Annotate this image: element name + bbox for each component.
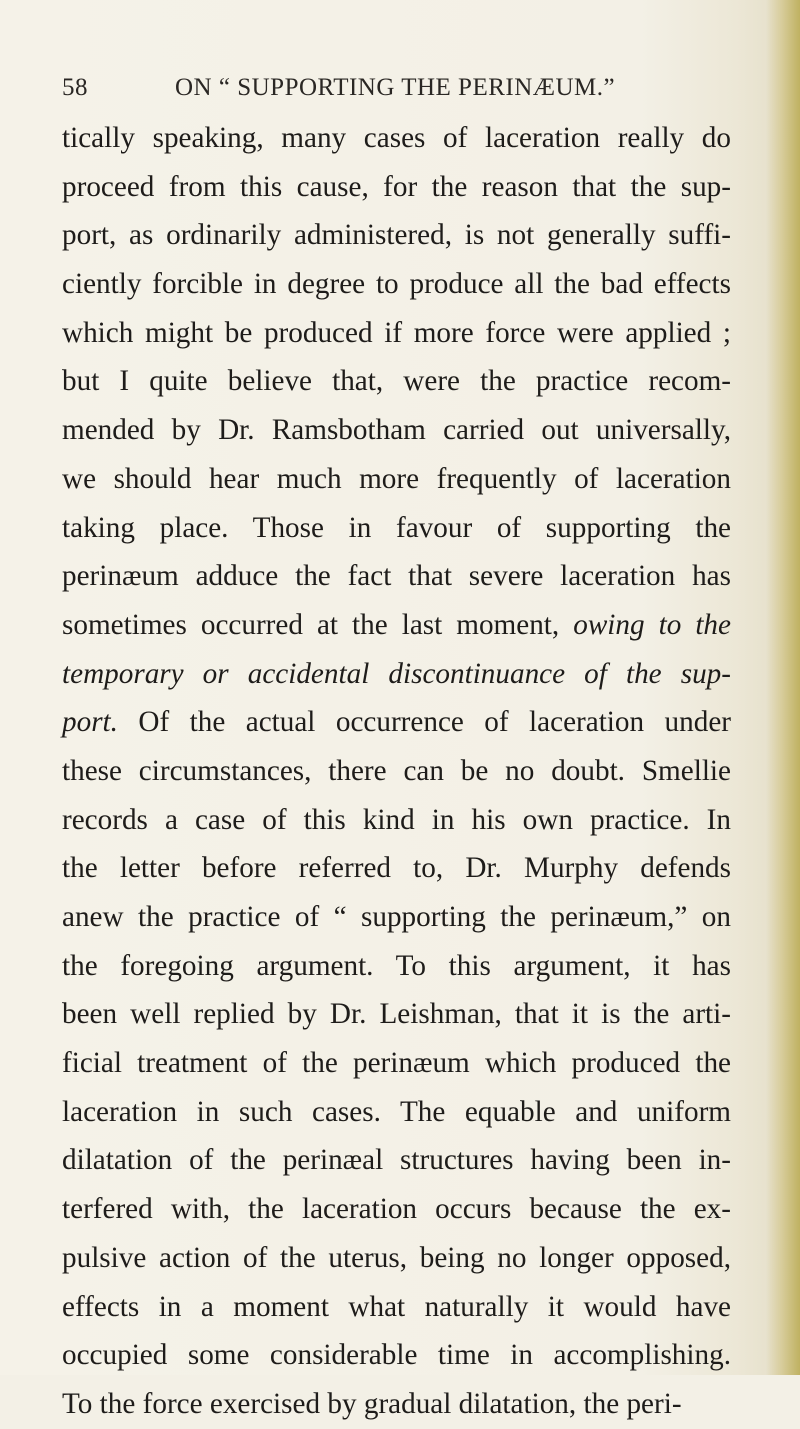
text-segment: laceration in such cases. The equable and uniform [62, 1095, 731, 1128]
text-segment: To the force exercised by gradual dilatation, the peri- [62, 1387, 682, 1420]
text-line [62, 552, 731, 601]
text-segment: which might be produced if more force were applied ; [62, 316, 731, 349]
text-segment: perinæum adduce the fact that severe laceration has [62, 560, 731, 593]
text-line [62, 1039, 731, 1088]
text-segment: these circumstances, there can be no doubt. Smellie [62, 754, 731, 787]
text-line [62, 796, 731, 845]
text-line [62, 357, 731, 406]
text-segment: port, as ordinarily administered, is not generally suffi- [62, 219, 731, 252]
page-edge [766, 0, 800, 1375]
text-line [62, 1331, 731, 1380]
text-segment: ficial treatment of the perinæum which produced the [62, 1047, 731, 1080]
text-line [62, 942, 731, 991]
running-head: ON “ SUPPORTING THE PERINÆUM.” [175, 74, 616, 101]
text-line [62, 1380, 731, 1429]
text-line [62, 1088, 731, 1137]
text-line [62, 1234, 731, 1283]
text-segment: proceed from this cause, for the reason that the sup- [62, 170, 731, 203]
text-line [62, 650, 731, 699]
text-segment: records a case of this kind in his own practice. In [62, 803, 731, 836]
text-line [62, 260, 731, 309]
text-line [62, 163, 731, 212]
text-segment: occupied some considerable time in accomplishing. [62, 1339, 731, 1372]
page-number: 58 [62, 74, 88, 101]
text-line [62, 601, 731, 650]
text-segment: ciently forcible in degree to produce all the bad effects [62, 268, 731, 301]
italic-text: owing to the [573, 608, 731, 641]
text-segment: anew the practice of “ supporting the perinæum,” on [62, 901, 731, 933]
text-line [62, 893, 731, 942]
text-line [62, 1283, 731, 1332]
italic-text: port. [62, 706, 118, 739]
text-segment: sometimes occurred at the last moment, [62, 608, 574, 641]
text-line [62, 114, 731, 163]
text-segment: dilatation of the perinæal structures having been in- [62, 1144, 731, 1177]
text-segment: mended by Dr. Ramsbotham carried out universally, [62, 414, 731, 447]
text-line [62, 455, 731, 504]
text-segment: been well replied by Dr. Leishman, that it is the arti- [62, 998, 731, 1031]
text-line [62, 990, 731, 1039]
text-line [62, 211, 731, 260]
text-segment: tically speaking, many cases of laceration really do [62, 122, 731, 154]
body-text [62, 114, 731, 1429]
text-segment: pulsive action of the uterus, being no longer opposed, [62, 1241, 731, 1274]
text-segment: the letter before referred to, Dr. Murphy defends [62, 852, 731, 885]
text-line [62, 504, 731, 553]
text-line [62, 309, 731, 358]
page-header [62, 74, 762, 114]
text-segment: terfered with, the laceration occurs because the ex- [62, 1193, 731, 1226]
italic-text: temporary or accidental discontinuance of the sup- [62, 657, 731, 690]
text-line [62, 844, 731, 893]
text-segment: taking place. Those in favour of supporting the [62, 511, 731, 544]
text-segment: the foregoing argument. To this argument, it has [62, 949, 731, 982]
text-line [62, 747, 731, 796]
text-segment: Of the actual occurrence of laceration under [117, 706, 731, 739]
text-segment: effects in a moment what naturally it would have [62, 1290, 731, 1323]
text-line [62, 1185, 731, 1234]
text-line [62, 1136, 731, 1185]
text-segment: we should hear much more frequently of laceration [62, 462, 731, 495]
text-segment: but I quite believe that, were the practice recom- [62, 365, 731, 398]
text-line [62, 698, 731, 747]
text-line [62, 406, 731, 455]
